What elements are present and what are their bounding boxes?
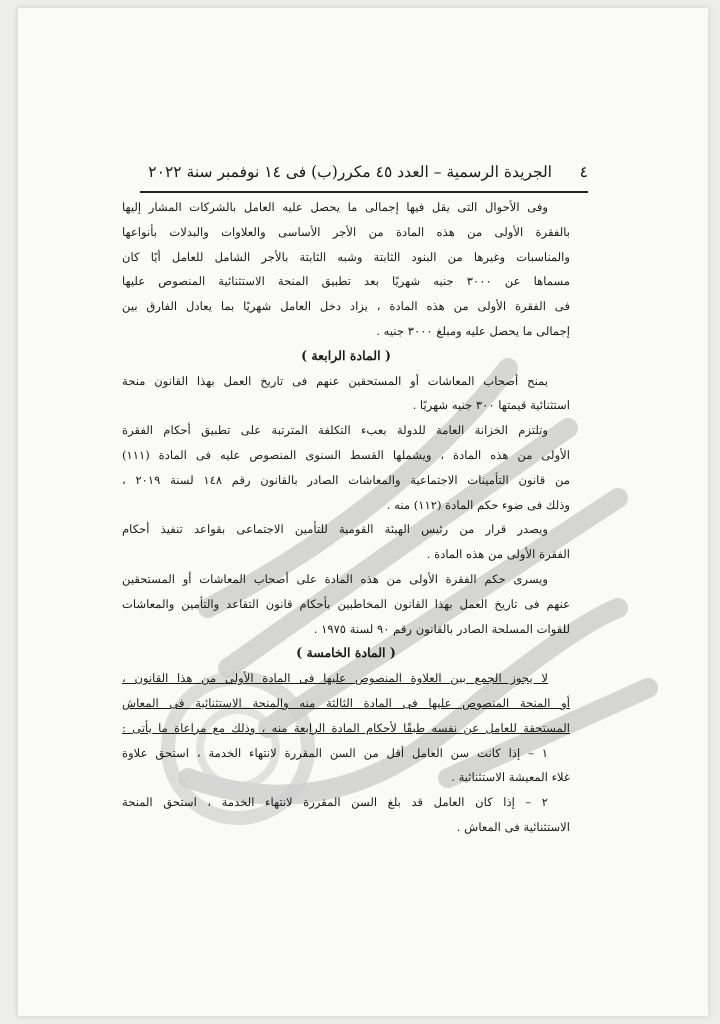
- text-line: وفى الأحوال التى يقل فيها إجمالى ما يحصل عليه العامل بالشركات المشار إليها: [122, 200, 548, 214]
- text-line: وذلك فى ضوء حكم المادة (١١٢) منه .: [386, 497, 570, 512]
- text-line: لا يجوز الجمع بين العلاوة المنصوص عليها فى المادة الأولى من هذا القانون ،: [122, 671, 548, 686]
- article-5-heading: ( المادة الخامسة ): [296, 645, 396, 661]
- text-line: المستحقة للعامل عن نفسه طبقًا لأحكام المادة الرابعة منه ، وذلك مع مراعاة ما يأتى :: [122, 720, 570, 735]
- text-line: فى الفقرة الأولى من هذه المادة ، يزاد دخل العامل شهريًا بما يعادل الفارق بين: [122, 299, 570, 314]
- page-number: ٤: [579, 163, 588, 181]
- text-line: أو المنحة المنصوص عليها فى المادة الثالثة منه والمنحة الاستثنائية فى المعاش: [122, 695, 570, 710]
- text-line: للقوات المسلحة الصادر بالقانون رقم ٩٠ لسنة ١٩٧٥ .: [313, 621, 570, 636]
- text-line: ويصدر قرار من رئيس الهيئة القومية للتأمين الاجتماعى بقواعد تنفيذ أحكام: [122, 522, 548, 537]
- text-line: غلاء المعيشة الاستثنائية .: [451, 770, 570, 785]
- text-line: بالفقرة الأولى من هذه المادة من الأجر الأساسى والعلاوات والبدلات بأنواعها: [122, 224, 570, 239]
- text-line: الأولى من هذه المادة ، ويشملها القسط السنوى المنصوص عليه فى المادة (١١١): [122, 447, 570, 462]
- text-line: الاستثنائية فى المعاش .: [456, 819, 570, 834]
- text-line: إجمالى ما يحصل عليه ومبلغ ٣٠٠٠ جنيه .: [376, 323, 570, 338]
- text-line: من قانون التأمينات الاجتماعية والمعاشات الصادر بالقانون رقم ١٤٨ لسنة ٢٠١٩ ،: [122, 472, 570, 487]
- text-line: الفقرة الأولى من هذه المادة .: [426, 547, 570, 562]
- text-line: ٢ – إذا كان العامل قد بلغ السن المقررة لانتهاء الخدمة ، استحق المنحة: [122, 795, 548, 810]
- text-line: يمنح أصحاب المعاشات أو المستحقين عنهم فى تاريخ العمل بهذا القانون منحة: [122, 373, 548, 388]
- text-line: والمناسبات وغيرها من البنود الثابتة وشبه الثابتة بالأجر الشامل للعامل أيًا كان: [122, 249, 570, 264]
- text-line: مسماها عن ٣٠٠٠ جنيه شهريًا بعد تطبيق المنحة الاستثنائية المنصوص عليها: [122, 274, 570, 289]
- text-line: وتلتزم الخزانة العامة للدولة بعبء التكلفة المترتبة على تطبيق أحكام الفقرة: [122, 423, 548, 438]
- text-line: عنهم فى تاريخ العمل بهذا القانون المخاطبين بأحكام قانون التقاعد والتأمين والمعاشات: [122, 596, 570, 611]
- text-line: استثنائية قيمتها ٣٠٠ جنيه شهريًا .: [412, 398, 570, 413]
- document-body: [122, 195, 570, 840]
- text-line: ١ – إذا كانت سن العامل أقل من السن المقررة لانتهاء الخدمة ، استحق علاوة: [122, 745, 548, 760]
- text-line: ويسرى حكم الفقرة الأولى من هذه المادة على أصحاب المعاشات أو المستحقين: [122, 571, 548, 586]
- header-rule: [140, 191, 588, 193]
- article-4-heading: ( المادة الرابعة ): [301, 347, 391, 363]
- gazette-title: الجريدة الرسمية – العدد ٤٥ مكرر(ب) فى ١٤ نوفمبر سنة ٢٠٢٢: [148, 163, 552, 181]
